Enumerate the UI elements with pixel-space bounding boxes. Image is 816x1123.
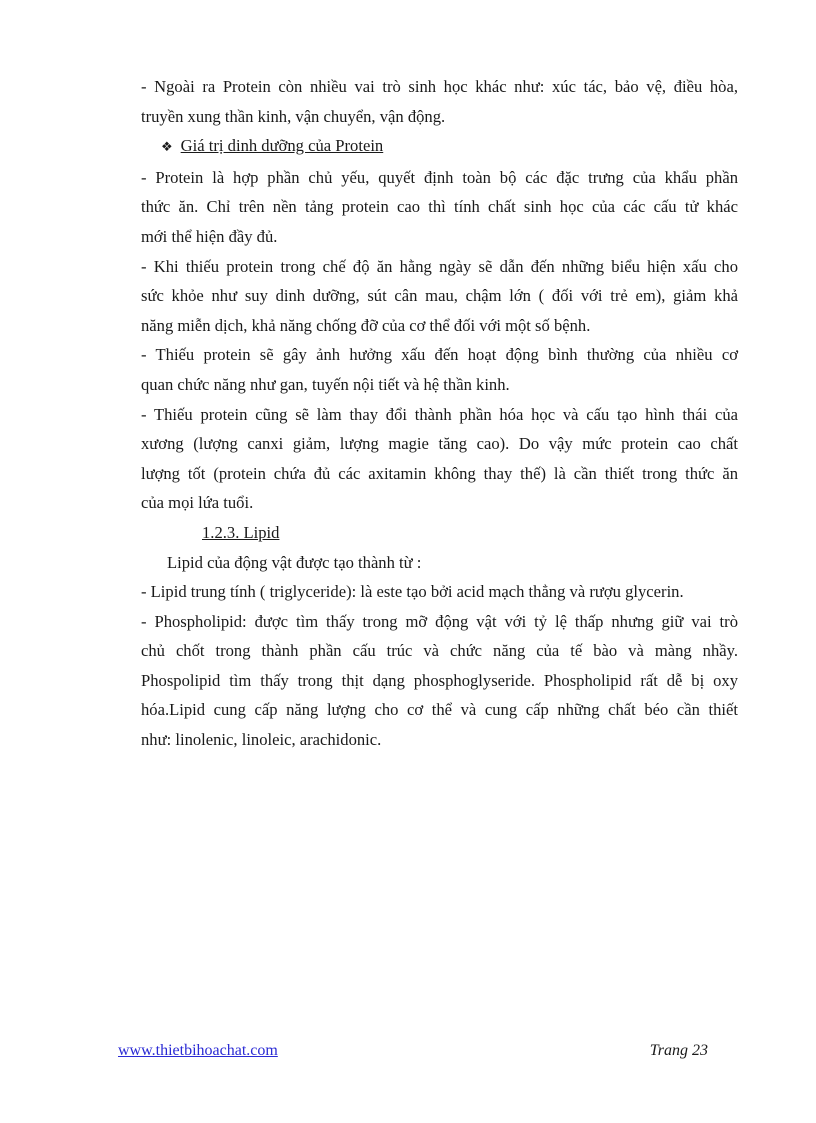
paragraph-lipid-neutral (141, 577, 738, 607)
heading-text: Giá trị dinh dưỡng của Protein (180, 136, 384, 156)
website-link[interactable]: www.thietbihoachat.com (118, 1042, 278, 1059)
paragraph-protein-main (141, 163, 738, 252)
document-body (141, 72, 738, 755)
section-title-lipid (141, 518, 738, 548)
text-line: năng miễn dịch, khả năng chống đỡ của cơ thể đối với một số bệnh. (141, 315, 591, 335)
paragraph-protein-deficiency (141, 252, 738, 341)
text-line: quan chức năng như gan, tuyến nội tiết và hệ thần kinh. (141, 374, 510, 394)
text-line: - Phospholipid: được tìm thấy trong mỡ động vật với tỷ lệ thấp nhưng giữ vai trò (141, 611, 738, 631)
diamond-bullet-icon: ❖ (161, 140, 173, 156)
paragraph-protein-bone (141, 400, 738, 518)
text-line: Lipid của động vật được tạo thành từ : (167, 552, 422, 572)
text-line: thức ăn. Chỉ trên nền tảng protein cao thì tính chất sinh học của các cấu tử khác (141, 197, 738, 217)
text-line: sức khỏe như suy dinh dưỡng, sút cân mau, chậm lớn ( đối với trẻ em), giảm khả (141, 286, 738, 306)
text-line: mới thể hiện đầy đủ. (141, 226, 278, 246)
heading-protein-nutrition (141, 131, 738, 163)
paragraph-lipid-intro (141, 548, 738, 578)
text-line: - Protein là hợp phần chủ yếu, quyết định toàn bộ các đặc trưng của khẩu phần (141, 167, 738, 187)
text-line: - Thiếu protein sẽ gây ảnh hưởng xấu đến hoạt động bình thường của nhiều cơ (141, 345, 738, 365)
text-line: hóa.Lipid cung cấp năng lượng cho cơ thể và cung cấp những chất béo cần thiết (141, 700, 738, 720)
page-footer (118, 1036, 708, 1060)
text-line: lượng tốt (protein chứa đủ các axitamin không thay thế) là cần thiết trong thức ăn (141, 463, 738, 483)
text-line: của mọi lứa tuổi. (141, 493, 254, 513)
text-line: truyền xung thần kinh, vận chuyển, vận động. (141, 106, 446, 126)
text-line: - Ngoài ra Protein còn nhiều vai trò sinh học khác như: xúc tác, bảo vệ, điều hòa, (141, 77, 738, 96)
section-title-text: 1.2.3. Lipid (202, 522, 280, 542)
text-line: - Lipid trung tính ( triglyceride): là este tạo bởi acid mạch thẳng và rượu glycerin. (141, 582, 684, 602)
paragraph-protein-roles (141, 72, 738, 131)
paragraph-protein-organs (141, 340, 738, 399)
text-line: Phospolipid tìm thấy trong thịt dạng phosphoglyseride. Phospholipid rất dễ bị oxy (141, 670, 738, 690)
paragraph-phospholipid (141, 607, 738, 755)
text-line: - Thiếu protein cũng sẽ làm thay đổi thành phần hóa học và cấu tạo hình thái của (141, 404, 738, 424)
text-line: xương (lượng canxi giảm, lượng magie tăng cao). Do vậy mức protein cao chất (141, 434, 738, 454)
page-number: Trang 23 (649, 1042, 708, 1059)
text-line: - Khi thiếu protein trong chế độ ăn hằng ngày sẽ dẫn đến những biểu hiện xấu cho (141, 256, 738, 276)
text-line: chủ chốt trong thành phần cấu trúc và chức năng của tế bào và màng nhầy. (141, 641, 738, 661)
text-line: như: linolenic, linoleic, arachidonic. (141, 730, 382, 750)
